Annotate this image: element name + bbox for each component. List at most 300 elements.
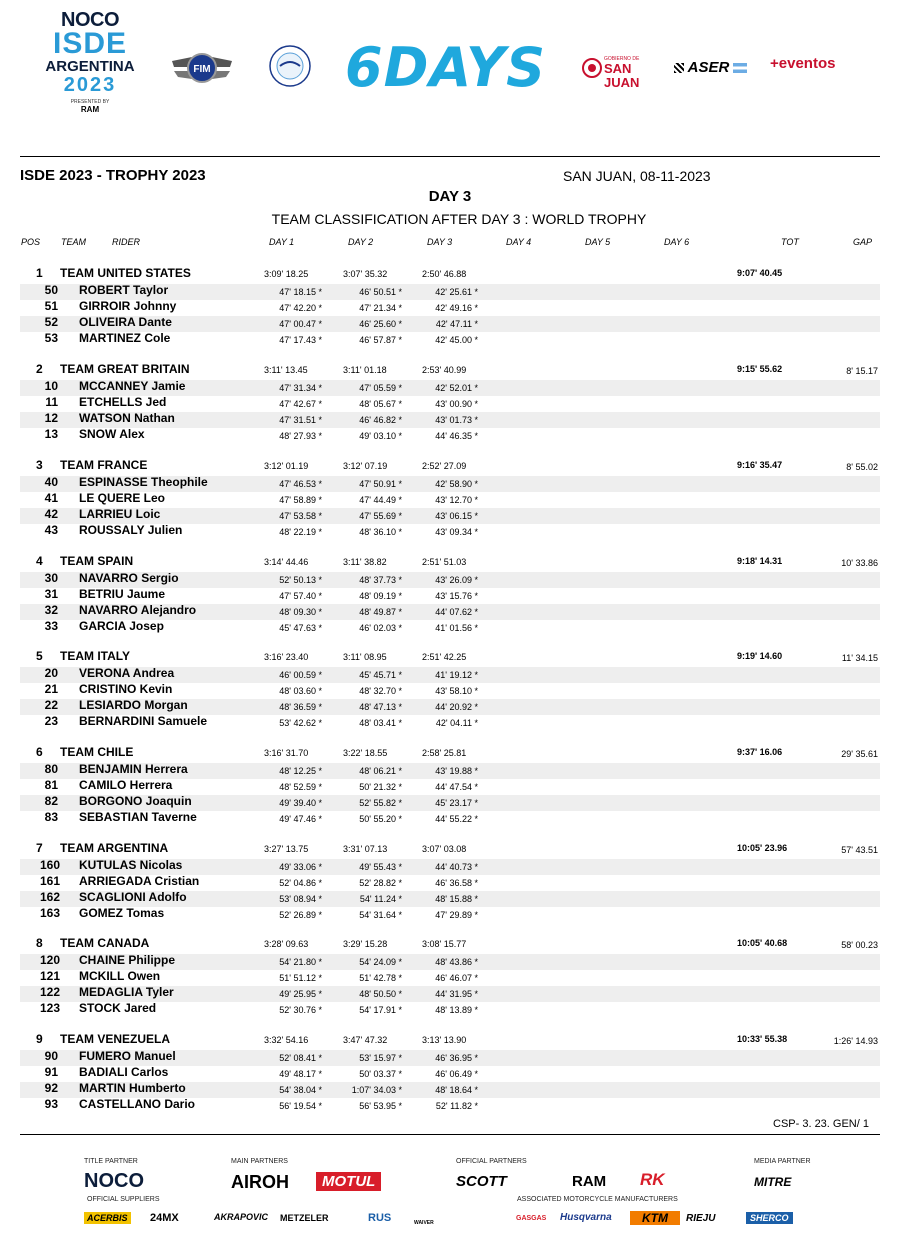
team-day1-time: 3:16' 31.70 <box>264 748 309 758</box>
rider-day3-time: 42' 47.11 * <box>435 319 478 329</box>
rider-day1-time: 47' 58.89 * <box>279 495 322 505</box>
rider-day2-time: 56' 53.95 * <box>359 1101 402 1111</box>
column-header-team: TEAM <box>61 237 87 247</box>
rider-number: 13 <box>44 427 58 441</box>
team-name: TEAM CANADA <box>60 936 150 950</box>
6days-logo: 6DAYS <box>345 36 546 99</box>
rider-day1-time: 49' 47.46 * <box>279 814 322 824</box>
rider-number: 43 <box>44 523 58 537</box>
rider-day2-time: 45' 45.71 * <box>359 670 402 680</box>
team-day3-time: 3:07' 03.08 <box>422 844 467 854</box>
rider-number: 40 <box>44 475 58 489</box>
rider-day2-time: 46' 02.03 * <box>359 623 402 633</box>
column-header-tot: TOT <box>781 237 799 247</box>
rider-number: 81 <box>44 778 58 792</box>
rider-day1-time: 48' 27.93 * <box>279 431 322 441</box>
team-total-time: 9:19' 14.60 <box>737 651 783 661</box>
team-day1-time: 3:12' 01.19 <box>264 461 309 471</box>
rider-number: 123 <box>40 1001 61 1015</box>
title-partner-logo: NOCO <box>84 1170 144 1192</box>
rider-name: LE QUERE Leo <box>79 491 166 505</box>
document-code: CSP- 3. 23. GEN/ 1 <box>773 1118 869 1130</box>
rider-name: NAVARRO Alejandro <box>79 603 197 617</box>
rider-day1-time: 47' 31.34 * <box>279 383 322 393</box>
rider-day1-time: 53' 42.62 * <box>279 718 322 728</box>
rider-name: ESPINASSE Theophile <box>79 475 208 489</box>
rider-day3-time: 42' 25.61 * <box>435 287 478 297</box>
rider-number: 12 <box>44 411 58 425</box>
rider-name: MARTINEZ Cole <box>79 331 171 345</box>
rider-day1-time: 47' 57.40 * <box>279 591 322 601</box>
rider-name: GOMEZ Tomas <box>79 906 165 920</box>
team-day2-time: 3:11' 08.95 <box>343 652 387 662</box>
rider-day2-time: 47' 50.91 * <box>359 479 402 489</box>
rider-number: 21 <box>44 682 58 696</box>
title-partner-label: TITLE PARTNER <box>84 1158 138 1165</box>
document-location-date: SAN JUAN, 08-11-2023 <box>563 168 711 184</box>
rider-day2-time: 48' 06.21 * <box>359 766 402 776</box>
rider-number: 162 <box>40 890 61 904</box>
rider-day3-time: 43' 09.34 * <box>435 527 478 537</box>
team-day2-time: 3:31' 07.13 <box>343 844 388 854</box>
isde-event-logo <box>40 10 140 128</box>
san-juan-logo-name: SAN JUAN <box>604 61 640 90</box>
rider-name: GIRROIR Johnny <box>79 299 177 313</box>
supplier-rus-logo: RUS <box>368 1212 392 1224</box>
team-total-time: 9:18' 14.31 <box>737 556 783 566</box>
supplier-metzeler-logo: METZELER <box>280 1213 329 1223</box>
rider-day2-time: 51' 42.78 * <box>359 973 402 983</box>
team-name: TEAM FRANCE <box>60 458 148 472</box>
team-day1-time: 3:28' 09.63 <box>264 939 309 949</box>
team-position: 9 <box>36 1032 43 1046</box>
rider-day3-time: 42' 04.11 * <box>435 718 478 728</box>
team-day3-time: 3:08' 15.77 <box>422 939 467 949</box>
san-juan-logo-gov: GOBIERNO DE <box>604 56 640 62</box>
rider-number: 122 <box>40 985 61 999</box>
rider-day3-time: 41' 01.56 * <box>435 623 478 633</box>
team-gap: 8' 15.17 <box>846 366 878 376</box>
team-day3-time: 2:50' 46.88 <box>422 269 467 279</box>
official-partner-scott-logo: SCOTT <box>456 1173 507 1190</box>
rider-day3-time: 45' 23.17 * <box>435 798 478 808</box>
rider-name: OLIVEIRA Dante <box>79 315 172 329</box>
rider-name: SNOW Alex <box>79 427 145 441</box>
rider-day3-time: 46' 06.49 * <box>435 1069 478 1079</box>
team-name: TEAM UNITED STATES <box>60 266 191 280</box>
rider-number: 22 <box>44 698 58 712</box>
team-position: 3 <box>36 458 43 472</box>
rider-number: 90 <box>44 1049 58 1063</box>
header-divider <box>20 156 880 157</box>
rider-day1-time: 54' 21.80 * <box>279 957 322 967</box>
column-header-day5: DAY 5 <box>585 237 611 247</box>
team-day2-time: 3:11' 01.18 <box>343 365 387 375</box>
rider-day2-time: 50' 21.32 * <box>359 782 402 792</box>
rider-name: MCKILL Owen <box>79 969 161 983</box>
rider-number: 120 <box>40 953 61 967</box>
rider-number: 80 <box>44 762 58 776</box>
rider-name: FUMERO Manuel <box>79 1049 176 1063</box>
team-position: 4 <box>36 554 43 568</box>
rider-number: 23 <box>44 714 58 728</box>
event-logo-presented: PRESENTED BY <box>70 99 110 105</box>
manufacturer-husqvarna-logo: Husqvarna <box>560 1212 612 1223</box>
rider-day1-time: 52' 26.89 * <box>279 910 322 920</box>
rider-day1-time: 54' 38.04 * <box>279 1085 322 1095</box>
team-position: 6 <box>36 745 43 759</box>
rider-number: 20 <box>44 666 58 680</box>
rider-name: ETCHELLS Jed <box>79 395 167 409</box>
supplier-waiver-logo: WAIVER <box>414 1220 434 1226</box>
rider-day3-time: 48' 18.64 * <box>435 1085 478 1095</box>
rider-day2-time: 53' 15.97 * <box>359 1053 402 1063</box>
rider-name: ROUSSALY Julien <box>79 523 183 537</box>
team-gap: 57' 43.51 <box>841 845 878 855</box>
rider-day3-time: 43' 19.88 * <box>435 766 478 776</box>
team-day1-time: 3:09' 18.25 <box>264 269 309 279</box>
event-logo-sponsor: RAM <box>80 105 100 114</box>
rider-name: MARTIN Humberto <box>79 1081 186 1095</box>
rider-day2-time: 46' 25.60 * <box>359 319 402 329</box>
rider-day3-time: 46' 36.58 * <box>435 878 478 888</box>
rider-day2-time: 54' 24.09 * <box>359 957 402 967</box>
rider-day1-time: 47' 00.47 * <box>279 319 322 329</box>
column-header-day3: DAY 3 <box>427 237 453 247</box>
rider-name: MEDAGLIA Tyler <box>79 985 174 999</box>
rider-day2-time: 48' 50.50 * <box>359 989 402 999</box>
rider-name: KUTULAS Nicolas <box>79 858 183 872</box>
rider-day2-time: 46' 50.51 * <box>359 287 402 297</box>
camo-logo <box>268 44 312 88</box>
rider-name: STOCK Jared <box>79 1001 157 1015</box>
team-total-time: 9:07' 40.45 <box>737 268 783 278</box>
rider-name: CAMILO Herrera <box>79 778 173 792</box>
rider-day1-time: 52' 50.13 * <box>279 575 322 585</box>
rider-number: 50 <box>44 283 58 297</box>
rider-name: WATSON Nathan <box>79 411 175 425</box>
aser-logo-text: ASER <box>687 59 730 76</box>
rider-name: BENJAMIN Herrera <box>79 762 188 776</box>
rider-number: 10 <box>44 379 58 393</box>
column-header-day1: DAY 1 <box>269 237 295 247</box>
rider-day2-time: 49' 55.43 * <box>359 862 402 872</box>
supplier-24mx-logo: 24MX <box>150 1212 179 1224</box>
official-partner-rk-logo: RK <box>640 1170 665 1189</box>
rider-name: ARRIEGADA Cristian <box>79 874 200 888</box>
rider-day1-time: 48' 52.59 * <box>279 782 322 792</box>
column-header-rider: RIDER <box>112 237 141 247</box>
rider-day3-time: 44' 07.62 * <box>435 607 478 617</box>
rider-number: 33 <box>44 619 58 633</box>
team-day2-time: 3:22' 18.55 <box>343 748 388 758</box>
manufacturer-gasgas-logo: GASGAS <box>516 1215 547 1222</box>
team-day1-time: 3:16' 23.40 <box>264 652 309 662</box>
rider-day1-time: 52' 04.86 * <box>279 878 322 888</box>
rider-number: 163 <box>40 906 61 920</box>
rider-name: MCCANNEY Jamie <box>79 379 186 393</box>
team-day3-time: 2:53' 40.99 <box>422 365 467 375</box>
rider-day2-time: 52' 55.82 * <box>359 798 402 808</box>
official-suppliers-label: OFFICIAL SUPPLIERS <box>87 1196 160 1203</box>
rider-day2-time: 50' 55.20 * <box>359 814 402 824</box>
rider-day2-time: 48' 36.10 * <box>359 527 402 537</box>
team-total-time: 9:37' 16.06 <box>737 747 783 757</box>
team-day2-time: 3:12' 07.19 <box>343 461 388 471</box>
rider-name: BERNARDINI Samuele <box>79 714 208 728</box>
document-subtitle: TEAM CLASSIFICATION AFTER DAY 3 : WORLD TROPHY <box>271 211 647 227</box>
rider-day3-time: 42' 45.00 * <box>435 335 478 345</box>
rider-name: CHAINE Philippe <box>79 953 176 967</box>
rider-number: 31 <box>44 587 58 601</box>
rider-day2-time: 47' 44.49 * <box>359 495 402 505</box>
rider-day1-time: 52' 30.76 * <box>279 1005 322 1015</box>
rider-day2-time: 47' 21.34 * <box>359 303 402 313</box>
team-name: TEAM CHILE <box>60 745 134 759</box>
rider-day1-time: 47' 17.43 * <box>279 335 322 345</box>
rider-number: 51 <box>44 299 58 313</box>
rider-day1-time: 47' 42.67 * <box>279 399 322 409</box>
rider-day1-time: 47' 31.51 * <box>279 415 322 425</box>
rider-day3-time: 48' 13.89 * <box>435 1005 478 1015</box>
rider-number: 11 <box>45 395 58 409</box>
rider-name: BETRIU Jaume <box>79 587 166 601</box>
team-position: 2 <box>36 362 43 376</box>
rider-day3-time: 46' 36.95 * <box>435 1053 478 1063</box>
event-logo-line1: NOCO <box>61 9 119 31</box>
rider-name: ROBERT Taylor <box>79 283 169 297</box>
rider-number: 82 <box>44 794 58 808</box>
rider-day2-time: 46' 46.82 * <box>359 415 402 425</box>
team-day2-time: 3:47' 47.32 <box>343 1035 388 1045</box>
rider-day3-time: 41' 19.12 * <box>435 670 478 680</box>
rider-day2-time: 1:07' 34.03 * <box>351 1085 402 1095</box>
team-name: TEAM ITALY <box>60 649 131 663</box>
manufacturer-sherco-logo: SHERCO <box>746 1212 793 1224</box>
rider-number: 42 <box>44 507 58 521</box>
footer-divider <box>20 1134 880 1135</box>
team-total-time: 10:05' 40.68 <box>737 938 788 948</box>
media-partner-mitre-logo: MITRE <box>754 1175 792 1189</box>
rider-day1-time: 49' 33.06 * <box>279 862 322 872</box>
team-day1-time: 3:27' 13.75 <box>264 844 309 854</box>
column-header-pos: POS <box>21 237 41 247</box>
team-total-time: 9:15' 55.62 <box>737 364 783 374</box>
rider-day3-time: 42' 49.16 * <box>435 303 478 313</box>
rider-number: 83 <box>44 810 58 824</box>
rider-day2-time: 54' 31.64 * <box>359 910 402 920</box>
rider-day2-time: 54' 11.24 * <box>359 894 402 904</box>
team-day3-time: 3:13' 13.90 <box>422 1035 467 1045</box>
rider-day1-time: 47' 46.53 * <box>279 479 322 489</box>
rider-name: LARRIEU Loic <box>79 507 161 521</box>
official-partners-label: OFFICIAL PARTNERS <box>456 1158 527 1165</box>
san-juan-logo <box>582 56 662 90</box>
manufacturer-rieju-logo: RIEJU <box>686 1213 716 1224</box>
team-name: TEAM ARGENTINA <box>60 841 169 855</box>
rider-day3-time: 48' 43.86 * <box>435 957 478 967</box>
rider-day3-time: 43' 00.90 * <box>435 399 478 409</box>
rider-day3-time: 44' 55.22 * <box>435 814 478 824</box>
rider-name: BORGONO Joaquin <box>79 794 192 808</box>
document-title: ISDE 2023 - TROPHY 2023 <box>20 167 206 184</box>
rider-number: 32 <box>44 603 58 617</box>
rider-number: 53 <box>44 331 58 345</box>
column-header-day4: DAY 4 <box>506 237 532 247</box>
rider-number: 92 <box>44 1081 58 1095</box>
rider-day2-time: 54' 17.91 * <box>359 1005 402 1015</box>
team-day3-time: 2:51' 51.03 <box>422 557 467 567</box>
event-logo-line3: ARGENTINA <box>45 58 135 75</box>
rider-number: 30 <box>44 571 58 585</box>
rider-number: 121 <box>40 969 61 983</box>
team-day2-time: 3:29' 15.28 <box>343 939 388 949</box>
rider-number: 161 <box>40 874 61 888</box>
official-partner-ram-logo: RAM <box>572 1173 607 1190</box>
rider-day3-time: 52' 11.82 * <box>435 1101 478 1111</box>
team-gap: 1:26' 14.93 <box>833 1036 878 1046</box>
rider-day2-time: 48' 49.87 * <box>359 607 402 617</box>
rider-name: BADIALI Carlos <box>79 1065 169 1079</box>
rider-day1-time: 47' 53.58 * <box>279 511 322 521</box>
rider-name: NAVARRO Sergio <box>79 571 179 585</box>
team-day1-time: 3:14' 44.46 <box>264 557 309 567</box>
main-partner-airoh-logo: AIROH <box>231 1172 289 1192</box>
team-gap: 10' 33.86 <box>841 558 878 568</box>
document-day: DAY 3 <box>428 188 472 205</box>
team-position: 1 <box>36 266 43 280</box>
rider-day1-time: 46' 00.59 * <box>279 670 322 680</box>
supplier-acerbis-logo: ACERBIS <box>84 1212 131 1224</box>
rider-day3-time: 43' 58.10 * <box>435 686 478 696</box>
fim-logo <box>170 45 234 91</box>
rider-day3-time: 47' 29.89 * <box>435 910 478 920</box>
main-partner-motul-logo: MOTUL <box>316 1172 381 1191</box>
rider-day1-time: 47' 18.15 * <box>279 287 322 297</box>
rider-day3-time: 44' 31.95 * <box>435 989 478 999</box>
team-name: TEAM VENEZUELA <box>60 1032 171 1046</box>
rider-day2-time: 48' 05.67 * <box>359 399 402 409</box>
media-partner-label: MEDIA PARTNER <box>754 1158 811 1165</box>
rider-day3-time: 43' 01.73 * <box>435 415 478 425</box>
manufacturers-label: ASSOCIATED MOTORCYCLE MANUFACTURERS <box>517 1196 678 1203</box>
event-logo-line4: 2023 <box>63 74 117 96</box>
team-total-time: 9:16' 35.47 <box>737 460 783 470</box>
team-total-time: 10:33' 55.38 <box>737 1034 788 1044</box>
rider-day2-time: 48' 03.41 * <box>359 718 402 728</box>
team-day2-time: 3:07' 35.32 <box>343 269 388 279</box>
rider-day3-time: 44' 46.35 * <box>435 431 478 441</box>
rider-day3-time: 46' 46.07 * <box>435 973 478 983</box>
rider-day1-time: 48' 12.25 * <box>279 766 322 776</box>
rider-day1-time: 48' 03.60 * <box>279 686 322 696</box>
rider-name: SEBASTIAN Taverne <box>79 810 197 824</box>
team-position: 5 <box>36 649 43 663</box>
rider-day1-time: 52' 08.41 * <box>279 1053 322 1063</box>
rider-number: 52 <box>44 315 58 329</box>
rider-name: VERONA Andrea <box>79 666 175 680</box>
rider-day3-time: 44' 20.92 * <box>435 702 478 712</box>
team-gap: 58' 00.23 <box>841 940 878 950</box>
rider-day1-time: 49' 39.40 * <box>279 798 322 808</box>
eventos-logo: +eventos <box>770 55 836 72</box>
team-gap: 29' 35.61 <box>841 749 878 759</box>
main-partners-label: MAIN PARTNERS <box>231 1158 288 1165</box>
rider-day2-time: 52' 28.82 * <box>359 878 402 888</box>
team-day1-time: 3:32' 54.16 <box>264 1035 309 1045</box>
rider-day2-time: 50' 03.37 * <box>359 1069 402 1079</box>
rider-day2-time: 46' 57.87 * <box>359 335 402 345</box>
rider-day3-time: 42' 58.90 * <box>435 479 478 489</box>
team-day2-time: 3:11' 38.82 <box>343 557 387 567</box>
rider-day2-time: 49' 03.10 * <box>359 431 402 441</box>
rider-name: LESIARDO Morgan <box>79 698 188 712</box>
team-day3-time: 2:52' 27.09 <box>422 461 467 471</box>
team-gap: 11' 34.15 <box>841 653 878 663</box>
rider-name: CASTELLANO Dario <box>79 1097 196 1111</box>
supplier-akrapovic-logo: AKRAPOVIC <box>214 1212 269 1222</box>
rider-day3-time: 43' 12.70 * <box>435 495 478 505</box>
team-position: 8 <box>36 936 43 950</box>
rider-number: 160 <box>40 858 61 872</box>
rider-day3-time: 42' 52.01 * <box>435 383 478 393</box>
column-header-day6: DAY 6 <box>664 237 690 247</box>
team-total-time: 10:05' 23.96 <box>737 843 788 853</box>
rider-day1-time: 49' 25.95 * <box>279 989 322 999</box>
rider-day1-time: 53' 08.94 * <box>279 894 322 904</box>
fim-logo-text: FIM <box>193 64 211 75</box>
rider-day1-time: 47' 42.20 * <box>279 303 322 313</box>
rider-day2-time: 48' 47.13 * <box>359 702 402 712</box>
rider-day1-time: 45' 47.63 * <box>279 623 322 633</box>
rider-day2-time: 48' 32.70 * <box>359 686 402 696</box>
rider-day1-time: 51' 51.12 * <box>279 973 322 983</box>
rider-name: CRISTINO Kevin <box>79 682 173 696</box>
aser-logo <box>674 58 758 78</box>
manufacturer-ktm-logo: KTM <box>630 1211 680 1225</box>
team-position: 7 <box>36 841 43 855</box>
rider-day3-time: 44' 40.73 * <box>435 862 478 872</box>
rider-day1-time: 48' 09.30 * <box>279 607 322 617</box>
rider-name: SCAGLIONI Adolfo <box>79 890 187 904</box>
event-logo-line2: ISDE <box>52 27 128 60</box>
rider-day3-time: 43' 15.76 * <box>435 591 478 601</box>
rider-day2-time: 48' 37.73 * <box>359 575 402 585</box>
rider-day3-time: 43' 26.09 * <box>435 575 478 585</box>
column-header-gap: GAP <box>853 237 873 247</box>
team-name: TEAM SPAIN <box>60 554 134 568</box>
rider-name: GARCIA Josep <box>79 619 164 633</box>
rider-number: 93 <box>44 1097 58 1111</box>
rider-day3-time: 44' 47.54 * <box>435 782 478 792</box>
rider-day2-time: 47' 55.69 * <box>359 511 402 521</box>
rider-day1-time: 48' 36.59 * <box>279 702 322 712</box>
rider-day1-time: 56' 19.54 * <box>279 1101 322 1111</box>
rider-day1-time: 49' 48.17 * <box>279 1069 322 1079</box>
team-day3-time: 2:51' 42.25 <box>422 652 467 662</box>
rider-day2-time: 47' 05.59 * <box>359 383 402 393</box>
rider-day2-time: 48' 09.19 * <box>359 591 402 601</box>
column-header-day2: DAY 2 <box>348 237 374 247</box>
team-day3-time: 2:58' 25.81 <box>422 748 467 758</box>
team-day1-time: 3:11' 13.45 <box>264 365 308 375</box>
rider-number: 41 <box>44 491 58 505</box>
rider-day3-time: 43' 06.15 * <box>435 511 478 521</box>
team-gap: 8' 55.02 <box>846 462 878 472</box>
rider-day1-time: 48' 22.19 * <box>279 527 322 537</box>
team-name: TEAM GREAT BRITAIN <box>60 362 190 376</box>
rider-number: 91 <box>44 1065 58 1079</box>
